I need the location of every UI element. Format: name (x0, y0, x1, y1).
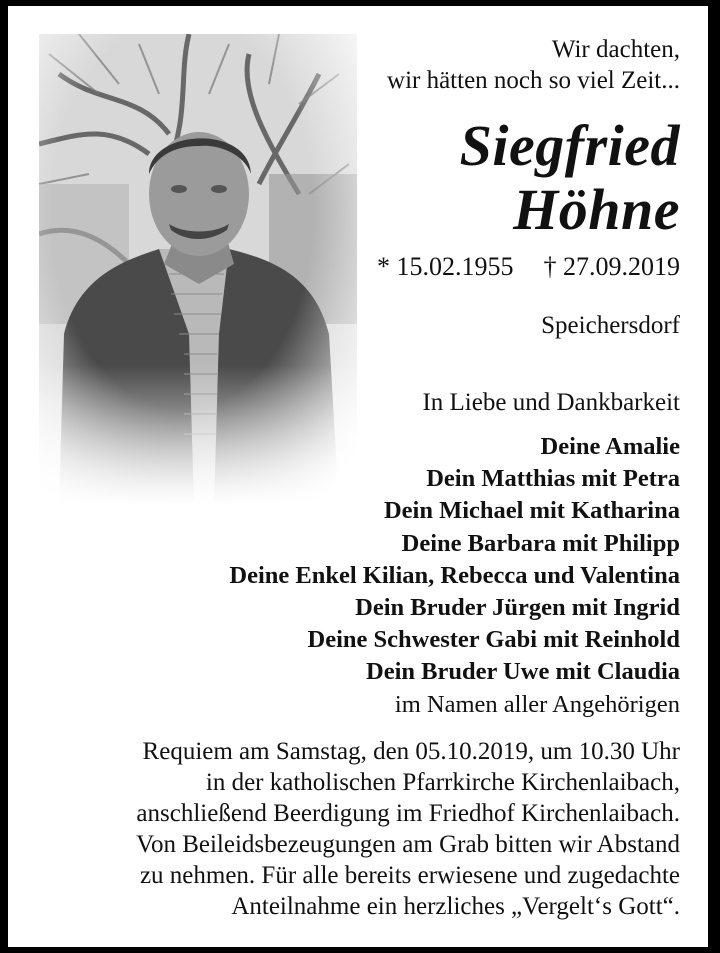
birth-date: * 15.02.1955 (377, 252, 514, 281)
family-member: Deine Barbara mit Philipp (401, 529, 680, 557)
death-date: † 27.09.2019 (543, 252, 680, 281)
family-footer: im Namen aller Angehörigen (394, 690, 680, 718)
notice-line: anschließend Beerdigung im Friedhof Kirchenlaibach. (136, 800, 680, 827)
family-member: Deine Amalie (540, 433, 680, 460)
thanks-line: In Liebe und Dankbarkeit (422, 389, 680, 416)
deceased-name (460, 114, 680, 242)
motto-line: wir hätten noch so viel Zeit... (387, 67, 680, 94)
obituary-card (8, 6, 708, 947)
place: Speichersdorf (541, 312, 680, 339)
motto-line: Wir dachten, (551, 36, 680, 63)
notice-line: Von Beileidsbezeugungen am Grab bitten wir Abstand (136, 831, 680, 858)
first-name: Siegfried (459, 113, 680, 178)
family-member: Deine Schwester Gabi mit Reinhold (307, 626, 680, 654)
family-member: Dein Matthias mit Petra (426, 465, 680, 493)
family-member: Dein Bruder Uwe mit Claudia (366, 658, 680, 686)
last-name: Höhne (513, 177, 680, 242)
funeral-notice (136, 736, 680, 922)
family-member: Dein Michael mit Katharina (383, 497, 680, 525)
family-member: Deine Enkel Kilian, Rebecca und Valentina (229, 561, 680, 589)
notice-line: Requiem am Samstag, den 05.10.2019, um 10.30 Uhr (142, 738, 680, 765)
notice-line: Anteilnahme ein herzliches „Vergelt‘s Gott“. (231, 893, 680, 920)
family-member: Dein Bruder Jürgen mit Ingrid (355, 594, 680, 622)
family-list (229, 431, 680, 721)
notice-line: in der katholischen Pfarrkirche Kirchenlaibach, (205, 769, 680, 796)
life-dates (377, 252, 680, 282)
motto (387, 34, 680, 96)
notice-line: zu nehmen. Für alle bereits erwiesene und zugedachte (139, 862, 680, 889)
